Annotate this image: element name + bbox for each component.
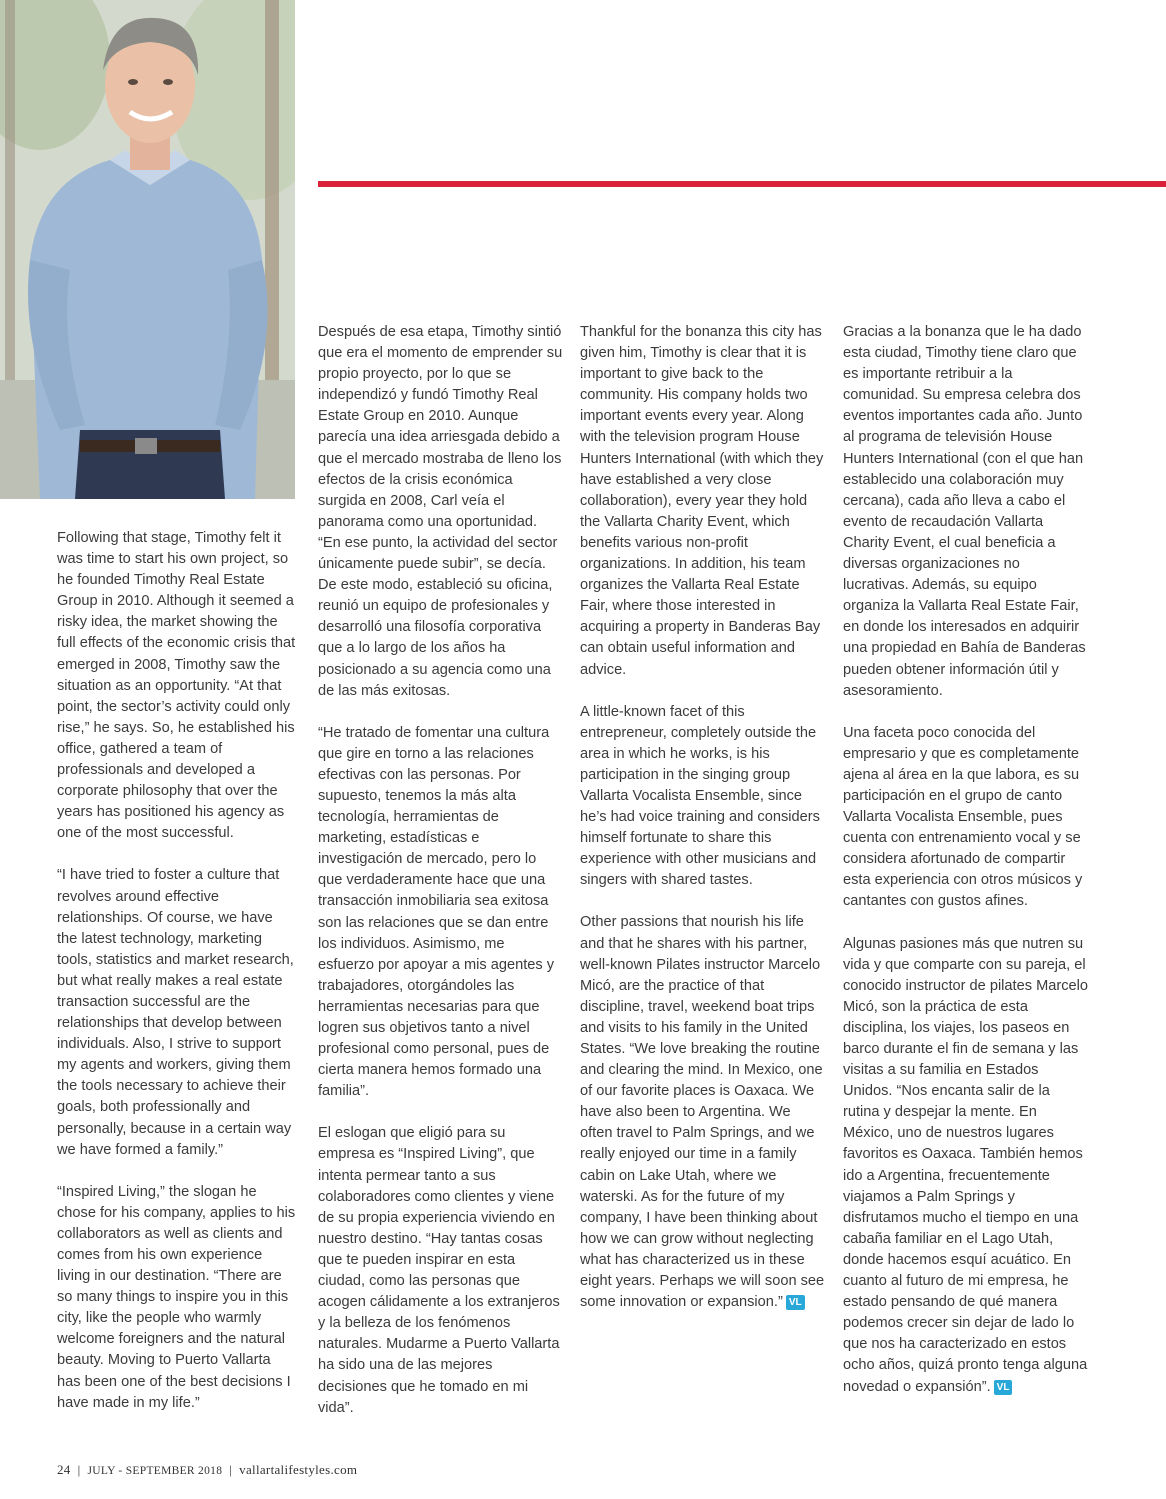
paragraph-text: Algunas pasiones más que nutren su vida y que comparte con su pareja, el conocido instructor de pilates Marcelo Micó, son la práctica de esta disciplina, los viajes, los paseos en barco durante el fin de semana y las visitas a su familia en Estados Unidos. “Nos encanta salir de la rutina y despejar la mente. En México, uno de nuestros lugares favoritos es Oaxaca. También hemos ido a Argentina, frecuentemente viajamos a Palm Springs y disfrutamos mucho el tiempo en una cabaña familiar en el Lago Utah, donde hacemos esquí acuático. En cuanto al futuro de mi empresa, he estado pensando de qué manera podemos crecer sin dejar de lado lo que nos ha caracterizado en estos ocho años, quizá pronto tenga alguna novedad o expansión”.: [843, 935, 1088, 1395]
paragraph-last: [843, 934, 1088, 1398]
paragraph: Thankful for the bonanza this city has given him, Timothy is clear that it is important to give back to the community. His company holds two important events every year. Along with the television program House Hunters International (with which they have established a very close collaboration), every year they hold the Vallarta Charity Event, which benefits various non-profit organizations. In addition, his team organizes the Vallarta Real Estate Fair, where those interested in acquiring a property in Banderas Bay can obtain useful information and advice.: [580, 324, 824, 678]
paragraph: El eslogan que eligió para su empresa es “Inspired Living”, que intenta permear tanto a sus colaboradores como clientes y viene de su propia experiencia viviendo en nuestro destino. “Hay tantas cosas que te pueden inspirar en esta ciudad, como las personas que acogen cálidamente a los extranjeros y la belleza de los fenómenos naturales. Mudarme a Puerto Vallarta ha sido una de las mejores decisiones que he tomado en mi vida”.: [318, 1125, 560, 1416]
paragraph: Después de esa etapa, Timothy sintió que era el momento de emprender su propio proyecto, por lo que se independizó y fundó Timothy Real Estate Group en 2010. Aunque parecía una idea arriesgada debido a que el mercado mostraba de lleno los efectos de la crisis económica surgida en 2008, Carl veía el panorama como una oportunidad. “En ese punto, la actividad del sector únicamente puede subir”, se decía. De este modo, estableció su oficina, reunió un equipo de profesionales y desarrolló una filosofía corporativa que a lo largo de los años ha posicionado a su agencia como una de las más exitosas.: [318, 324, 563, 699]
paragraph: Gracias a la bonanza que le ha dado esta ciudad, Timothy tiene claro que es importante retribuir a la comunidad. Su empresa celebra dos eventos importantes cada año. Junto al programa de televisión House Hunters International (con el que han establecido una colaboración muy cercana), cada año lleva a cabo el evento de recaudación Vallarta Charity Event, el cual beneficia a diversas organizaciones no lucrativas. Además, su equipo organiza la Vallarta Real Estate Fair, en donde los interesados en adquirir una propiedad en Bahía de Banderas pueden obtener información útil y asesoramiento.: [843, 324, 1086, 699]
footer-separator: |: [229, 1462, 233, 1477]
portrait-illustration: [0, 0, 295, 499]
portrait-photo: [0, 0, 295, 499]
vl-end-mark-icon: VL: [994, 1380, 1013, 1395]
vl-end-mark-icon: VL: [786, 1295, 805, 1310]
footer-separator: |: [77, 1462, 81, 1477]
page-footer: [57, 1462, 357, 1478]
page-number: 24: [57, 1462, 71, 1477]
spanish-column-left: [318, 322, 563, 1440]
english-column-left: [57, 528, 297, 1435]
paragraph: Following that stage, Timothy felt it was time to start his own project, so he founded Timothy Real Estate Group in 2010. Although it seemed a risky idea, the market showing the full effects of the economic crisis that emerged in 2008, Timothy saw the situation as an opportunity. “At that point, the sector’s activity could only rise,” he says. So, he established his office, gathered a team of professionals and developed a corporate philosophy that over the years has positioned his agency as one of the most successful.: [57, 530, 296, 842]
paragraph-last: [580, 912, 825, 1313]
paragraph: “Inspired Living,” the slogan he chose for his company, applies to his collaborators as well as clients and comes from his own experience living in our destination. “There are so many things to inspire you in this city, like the people who warmly welcome foreigners and the natural beauty. Moving to Puerto Vallarta has been one of the best decisions I have made in my life.”: [57, 1183, 296, 1411]
english-column-right: [580, 322, 825, 1334]
paragraph: Una faceta poco conocida del empresario y que es completamente ajena al área en la que labora, es su participación en el grupo de canto Vallarta Vocalista Ensemble, pues cuenta con entrenamiento vocal y se considera afortunado de compartir esta experiencia con otros músicos y cantantes con gustos afines.: [843, 724, 1083, 910]
paragraph: A little-known facet of this entrepreneur, completely outside the area in which he works, is his participation in the singing group Vallarta Vocalista Ensemble, since he’s had voice training and considers himself fortunate to share this experience with other musicians and singers with shared tastes.: [580, 703, 820, 889]
paragraph: “I have tried to foster a culture that revolves around effective relationships. Of course, we have the latest technology, marketing tools, statistics and market research, but what really makes a real estate transaction successful are the relationships that develop between individuals. Also, I strive to support my agents and workers, giving them the tools necessary to achieve their goals, both professionally and personally, because in a certain way we have formed a family.”: [57, 867, 294, 1158]
issue-date: JULY - SEPTEMBER 2018: [87, 1465, 223, 1477]
red-divider-rule: [318, 181, 1166, 187]
paragraph: “He tratado de fomentar una cultura que gire en torno a las relaciones efectivas con las personas. Por supuesto, tenemos la más alta tecnología, herramientas de marketing, estadísticas e investigación de mercado, pero lo que verdaderamente hace que una transacción inmobiliaria sea exitosa son las relaciones que se dan entre los individuos. Asimismo, me esfuerzo por apoyar a mis agentes y trabajadores, otorgándoles las herramientas necesarias para que logren sus objetivos tanto a nivel profesional como personal, pues de cierta manera hemos formado una familia”.: [318, 724, 555, 1100]
spanish-column-right: [843, 322, 1088, 1419]
website-link[interactable]: vallartalifestyles.com: [239, 1462, 358, 1477]
paragraph-text: Other passions that nourish his life and that he shares with his partner, well-known Pilates instructor Marcelo Micó, are the practice of that discipline, travel, weekend boat trips and visits to his family in the United States. “We love breaking the routine and clearing the mind. In Mexico, one of our favorite places is Oaxaca. We have also been to Argentina. We often travel to Palm Springs, and we really enjoyed our time in a family cabin on Lake Utah, where we waterski. As for the future of my company, I have been thinking about how we can grow without neglecting what has characterized us in these eight years. Perhaps we will soon see some innovation or expansion.”: [580, 914, 825, 1311]
